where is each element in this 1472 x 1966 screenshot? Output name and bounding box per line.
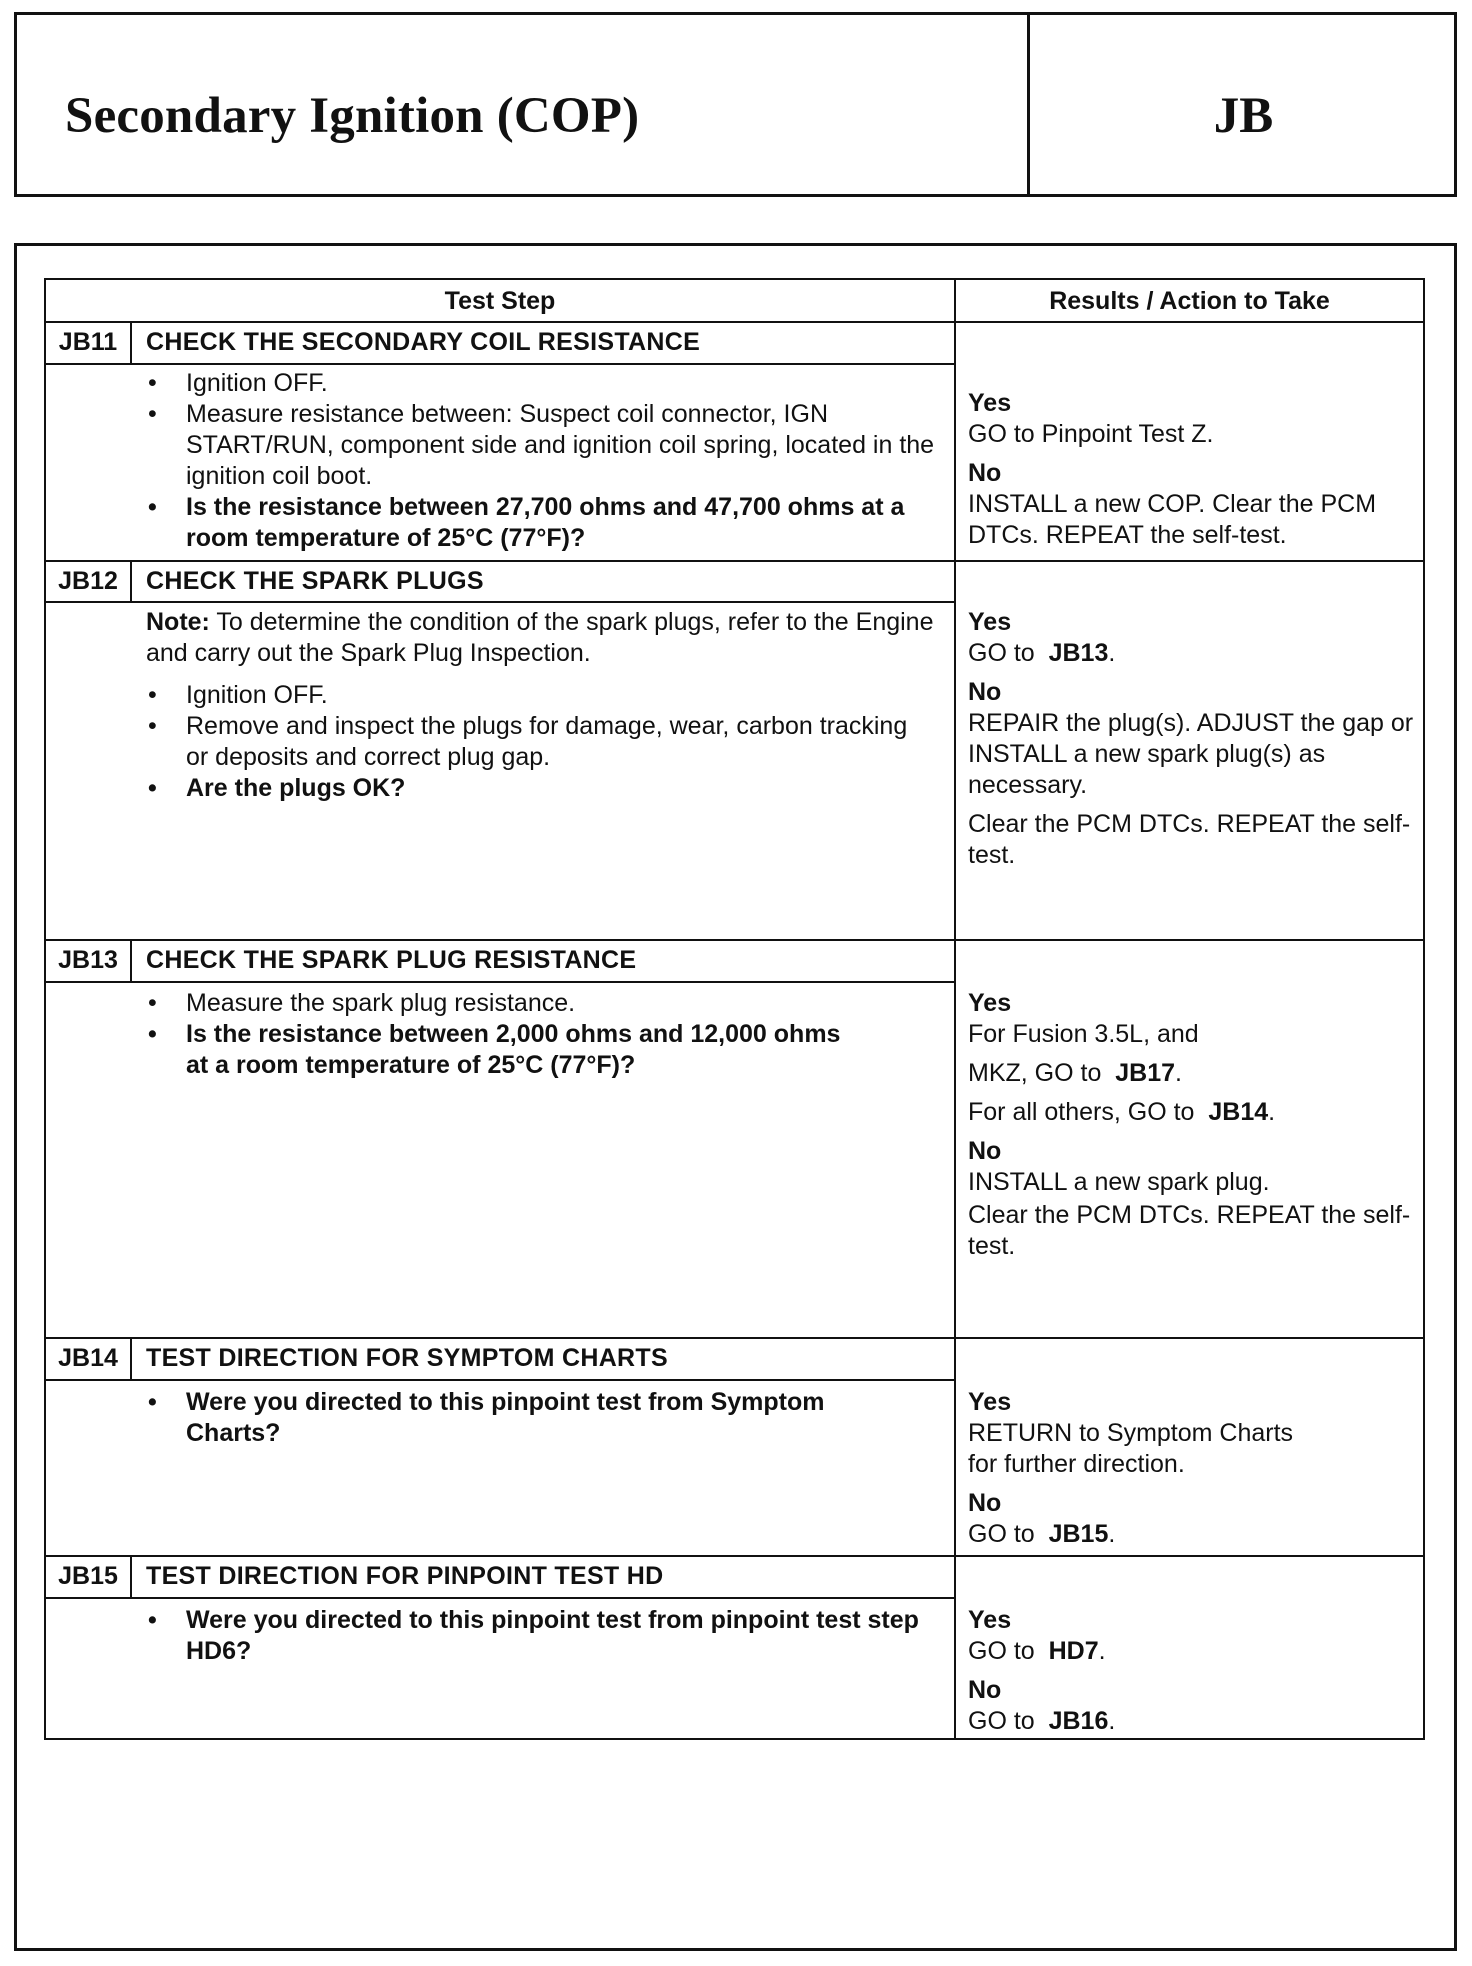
- note-label: Note:: [146, 608, 210, 636]
- question-item: • Is the resistance between 2,000 ohms and 12,000 ohms at a room temperature of 25°C (77°F)?: [148, 1020, 841, 1079]
- column-header-test-step: Test Step: [444, 287, 556, 315]
- step-result: [968, 988, 1418, 1262]
- yes-label: Yes: [968, 1388, 1012, 1416]
- step-result: [968, 388, 1418, 551]
- yes-action: MKZ, GO to JB17.: [968, 1059, 1182, 1087]
- no-label: No: [968, 1676, 1002, 1704]
- list-item: • Ignition OFF.: [148, 681, 328, 709]
- question-item: • Are the plugs OK?: [148, 774, 406, 802]
- question-item: • Were you directed to this pinpoint test from Symptom Charts?: [148, 1388, 825, 1447]
- id-divider: [130, 1555, 132, 1597]
- yes-label: Yes: [968, 389, 1012, 417]
- no-action: INSTALL a new spark plug.: [968, 1168, 1270, 1196]
- no-label: No: [968, 1137, 1002, 1165]
- yes-action: For all others, GO to JB14.: [968, 1098, 1276, 1126]
- yes-action: GO to HD7.: [968, 1637, 1106, 1665]
- step-result: [968, 1387, 1418, 1550]
- yes-action: For Fusion 3.5L, and: [968, 1020, 1199, 1048]
- page-header: [14, 12, 1457, 197]
- step-title-line: [46, 981, 954, 983]
- yes-action: GO to Pinpoint Test Z.: [968, 420, 1214, 448]
- step-instructions: [146, 988, 866, 1081]
- list-item: • Measure the spark plug resistance.: [148, 989, 576, 1017]
- no-action: GO to JB16.: [968, 1707, 1116, 1735]
- no-action: GO to JB15.: [968, 1520, 1116, 1548]
- step-result: [968, 607, 1418, 871]
- step-title-line: [46, 601, 954, 603]
- no-action-followup: Clear the PCM DTCs. REPEAT the self-test.: [968, 1201, 1411, 1260]
- no-action-followup: Clear the PCM DTCs. REPEAT the self-test.: [968, 810, 1411, 869]
- step-reference: HD7: [1048, 1637, 1099, 1665]
- step-instructions: [146, 680, 936, 804]
- id-divider: [130, 560, 132, 601]
- column-header-results: Results / Action to Take: [1049, 287, 1330, 315]
- step-id: JB13: [58, 946, 118, 974]
- list-item: • Measure resistance between: Suspect coil connector, IGN START/RUN, component side and ignition coil spring, located in the ignition coil boot.: [148, 400, 935, 490]
- id-divider: [130, 939, 132, 981]
- step-title: TEST DIRECTION FOR SYMPTOM CHARTS: [146, 1344, 668, 1372]
- no-label: No: [968, 1489, 1002, 1517]
- list-item: • Remove and inspect the plugs for damage, wear, carbon tracking or deposits and correct plug gap.: [148, 712, 908, 771]
- list-item: • Ignition OFF.: [148, 369, 328, 397]
- no-label: No: [968, 459, 1002, 487]
- id-divider: [130, 321, 132, 363]
- step-title: CHECK THE SPARK PLUG RESISTANCE: [146, 946, 637, 974]
- yes-label: Yes: [968, 1606, 1012, 1634]
- step-reference: JB15: [1048, 1520, 1109, 1548]
- no-action: REPAIR the plug(s). ADJUST the gap or INSTALL a new spark plug(s) as necessary.: [968, 709, 1414, 799]
- step-instructions: [146, 1387, 846, 1449]
- document-title: Secondary Ignition (COP): [65, 88, 640, 144]
- step-title-line: [46, 1379, 954, 1381]
- step-reference: JB17: [1115, 1059, 1176, 1087]
- yes-action: GO to JB13.: [968, 639, 1116, 667]
- step-result: [968, 1605, 1418, 1737]
- section-code: JB: [1213, 88, 1274, 144]
- step-id: JB14: [58, 1344, 118, 1372]
- column-divider: [954, 280, 956, 1738]
- step-reference: JB14: [1208, 1098, 1269, 1126]
- step-id: JB15: [58, 1562, 118, 1590]
- yes-label: Yes: [968, 989, 1012, 1017]
- yes-action: RETURN to Symptom Charts for further direction.: [968, 1419, 1294, 1478]
- question-item: • Is the resistance between 27,700 ohms and 47,700 ohms at a room temperature of 25°C (77°F)?: [148, 493, 905, 552]
- step-title: TEST DIRECTION FOR PINPOINT TEST HD: [146, 1562, 664, 1590]
- step-reference: JB13: [1048, 639, 1109, 667]
- step-id: JB12: [58, 567, 118, 595]
- step-instructions: [146, 368, 936, 554]
- step-title: CHECK THE SPARK PLUGS: [146, 567, 484, 595]
- id-divider: [130, 1337, 132, 1379]
- step-instructions: [146, 1605, 936, 1667]
- step-id: JB11: [58, 328, 118, 356]
- note-text: To determine the condition of the spark plugs, refer to the Engine and carry out the Spark Plug Inspection.: [146, 608, 934, 667]
- step-title: CHECK THE SECONDARY COIL RESISTANCE: [146, 328, 701, 356]
- no-label: No: [968, 678, 1002, 706]
- question-item: • Were you directed to this pinpoint test from pinpoint test step HD6?: [148, 1606, 919, 1665]
- no-action: INSTALL a new COP. Clear the PCM DTCs. REPEAT the self-test.: [968, 490, 1377, 549]
- step-title-line: [46, 1597, 954, 1599]
- step-title-line: [46, 363, 954, 365]
- yes-label: Yes: [968, 608, 1012, 636]
- step-note: [146, 607, 936, 669]
- step-reference: JB16: [1048, 1707, 1109, 1735]
